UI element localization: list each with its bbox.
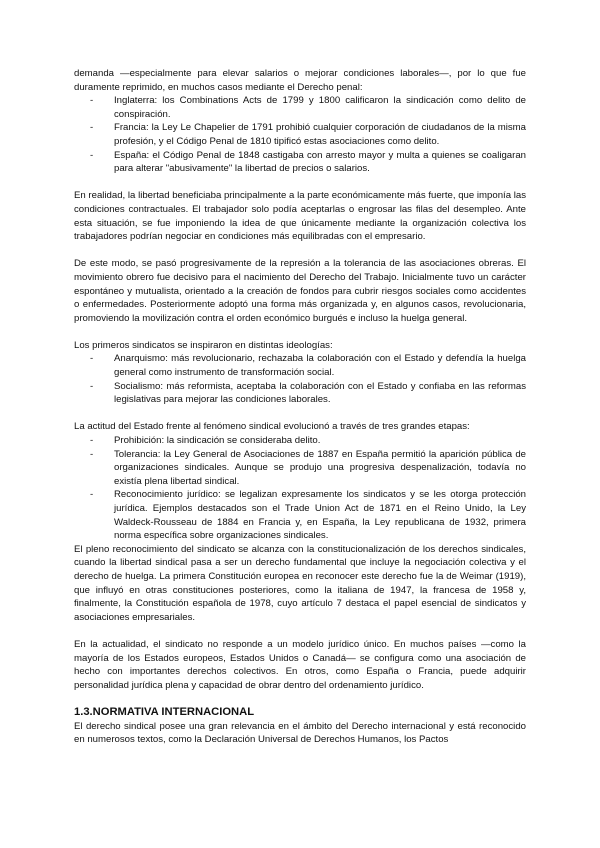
etapas-intro: La actitud del Estado frente al fenómeno sindical evolucionó a través de tres grandes etapas: — [74, 421, 470, 433]
paragraph-libertad: En realidad, la libertad beneficiaba principalmente a la parte económicamente más fuerte, que imponía las condiciones contractuales. El trabajador solo podía aceptarlas o engrosar las filas del desempleo. Ante esta situación, se fue imponiendo la idea de que únicamente mediante la organización colectiva los trabajadores podrían negociar en condiciones más equilibradas con el empresario. — [74, 190, 526, 243]
list-item: - España: el Código Penal de 1848 castigaba con arresto mayor y multa a quienes se coaligaran para alterar "abusivamente" la libertad de precios o salarios. — [114, 149, 526, 176]
etapas-list — [74, 434, 526, 543]
ideologias-list — [74, 352, 526, 406]
list-item: - Reconocimiento jurídico: se legalizan expresamente los sindicatos y se les otorga protección jurídica. Ejemplos destacados son el Trade Union Act de 1871 en el Reino Unido, la Ley Waldeck-Rousseau de 1884 en Francia y, en España, la Ley republicana de 1932, primera norma específica sobre organizaciones sindicales. — [114, 488, 526, 542]
list-item: - Anarquismo: más revolucionario, rechazaba la colaboración con el Estado y defendía la huelga general como instrumento de transformación social. — [114, 352, 526, 379]
section-heading: 1.3.NORMATIVA INTERNACIONAL — [74, 705, 255, 718]
list-item: - Francia: la Ley Le Chapelier de 1791 prohibió cualquier corporación de ciudadanos de la misma profesión, y el Código Penal de 1810 tipificó estas asociaciones como delito. — [114, 121, 526, 148]
list-item: - Inglaterra: los Combinations Acts de 1799 y 1800 calificaron la sindicación como delito de conspiración. — [114, 94, 526, 121]
paragraph-represion: De este modo, se pasó progresivamente de la represión a la tolerancia de las asociaciones obreras. El movimiento obrero fue decisivo para el nacimiento del Derecho del Trabajo. Inicialmente tuvo un carácter espontáneo y mutualista, orientado a la creación de fondos para cubrir riesgos sociales como accidentes o enfermedades. Posteriormente adoptó una forma más organizada y, en algunos casos, revolucionaria, promoviendo la movilización contra el orden económico burgués e incluso la huelga general. — [74, 258, 526, 324]
list-item: - Tolerancia: la Ley General de Asociaciones de 1887 en España permitió la aparición pública de organizaciones sindicales. Aunque se produjo una progresiva despenalización, todavía no existía plena libertad sindical. — [114, 448, 526, 489]
repression-list — [74, 94, 526, 176]
ideologias-intro: Los primeros sindicatos se inspiraron en distintas ideologías: — [74, 339, 333, 351]
section-paragraph: El derecho sindical posee una gran relevancia en el ámbito del Derecho internacional y está reconocido en numerosos textos, como la Declaración Universal de Derechos Humanos, los Pactos — [74, 720, 526, 746]
paragraph-actualidad: En la actualidad, el sindicato no responde a un modelo jurídico único. En muchos países —como la mayoría de los Estados europeos, Estados Unidos o Canadá— se configura como una asociación de hecho con importantes derechos colectivos. En otros, como España o Francia, puede adquirir personalidad jurídica plena y capacidad de obrar dentro del ordenamiento jurídico. — [74, 638, 526, 691]
paragraph-pleno: El pleno reconocimiento del sindicato se alcanza con la constitucionalización de los derechos sindicales, cuando la libertad sindical pasa a ser un derecho fundamental que incluye la negociación colectiva y el derecho de huelga. La primera Constitución europea en reconocer este derecho fue la de Weimar (1919), que influyó en otras constituciones posteriores, como la italiana de 1947, la francesa de 1958 y, finalmente, la Constitución española de 1978, cuyo artículo 7 destaca el papel esencial de sindicatos y asociaciones empresariales. — [74, 543, 526, 623]
list-item: - Socialismo: más reformista, aceptaba la colaboración con el Estado y confiaba en las reformas legislativas para mejorar las condiciones laborales. — [114, 380, 526, 407]
list-item: - Prohibición: la sindicación se consideraba delito. — [114, 434, 526, 448]
intro-paragraph: demanda —especialmente para elevar salarios o mejorar condiciones laborales—, por lo que fue duramente reprimido, en muchos casos mediante el Derecho penal: — [74, 68, 526, 93]
